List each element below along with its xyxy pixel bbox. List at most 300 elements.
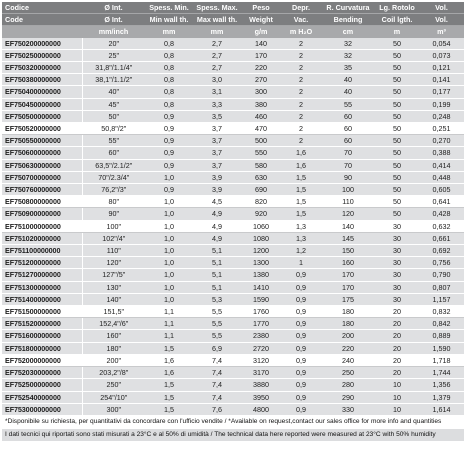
cell-volume: 1,614 <box>419 403 464 415</box>
cell-bending: 55 <box>321 98 375 110</box>
cell-min-wall: 0,9 <box>145 184 193 196</box>
cell-max-wall: 7,4 <box>193 379 241 391</box>
table-row <box>2 354 464 366</box>
cell-diameter: 152,4"/6" <box>82 318 145 330</box>
cell-diameter: 180" <box>82 342 145 354</box>
table-row <box>2 379 464 391</box>
cell-diameter: 31,8"/1.1/4" <box>82 62 145 74</box>
cell-vacuum: 1,5 <box>281 171 321 183</box>
cell-bending: 280 <box>321 379 375 391</box>
footnotes <box>2 416 464 441</box>
cell-coil-length: 50 <box>375 147 419 159</box>
cell-volume: 0,790 <box>419 269 464 281</box>
cell-min-wall: 1,0 <box>145 208 193 220</box>
cell-max-wall: 2,7 <box>193 62 241 74</box>
cell-vacuum: 1 <box>281 257 321 269</box>
cell-vacuum: 1,2 <box>281 245 321 257</box>
cell-coil-length: 30 <box>375 220 419 232</box>
cell-code: EF750700000000 <box>2 171 82 183</box>
cell-diameter: 100" <box>82 220 145 232</box>
table-row <box>2 342 464 354</box>
cell-bending: 175 <box>321 293 375 305</box>
table-row <box>2 147 464 159</box>
cell-volume: 0,448 <box>419 171 464 183</box>
col-header-code-it: Codice <box>2 2 82 14</box>
table-row <box>2 208 464 220</box>
cell-vacuum: 0,9 <box>281 391 321 403</box>
cell-max-wall: 2,7 <box>193 49 241 61</box>
header-row-units <box>2 26 464 38</box>
cell-bending: 70 <box>321 147 375 159</box>
unit-code <box>2 26 82 38</box>
cell-max-wall: 4,9 <box>193 232 241 244</box>
cell-code: EF750400000000 <box>2 86 82 98</box>
col-header-diameter-it: Ø Int. <box>82 2 145 14</box>
cell-max-wall: 3,9 <box>193 184 241 196</box>
cell-code: EF751020000000 <box>2 232 82 244</box>
cell-weight: 500 <box>241 135 281 147</box>
cell-max-wall: 4,5 <box>193 196 241 208</box>
cell-bending: 250 <box>321 367 375 379</box>
unit-min-wall: mm <box>145 26 193 38</box>
cell-vacuum: 0,9 <box>281 269 321 281</box>
cell-weight: 1380 <box>241 269 281 281</box>
cell-weight: 4800 <box>241 403 281 415</box>
cell-code: EF753000000000 <box>2 403 82 415</box>
cell-coil-length: 20 <box>375 318 419 330</box>
cell-diameter: 76,2"/3" <box>82 184 145 196</box>
cell-bending: 90 <box>321 171 375 183</box>
table-row <box>2 306 464 318</box>
cell-vacuum: 0,9 <box>281 354 321 366</box>
cell-diameter: 203,2"/8" <box>82 367 145 379</box>
cell-diameter: 20" <box>82 38 145 50</box>
table-row <box>2 293 464 305</box>
cell-vacuum: 2 <box>281 98 321 110</box>
cell-diameter: 60" <box>82 147 145 159</box>
cell-coil-length: 50 <box>375 98 419 110</box>
col-header-max-wall-en: Max wall th. <box>193 14 241 26</box>
cell-volume: 0,199 <box>419 98 464 110</box>
cell-max-wall: 3,7 <box>193 159 241 171</box>
cell-diameter: 63,5"/2.1/2" <box>82 159 145 171</box>
cell-max-wall: 5,1 <box>193 281 241 293</box>
conditions-note: I dati tecnici qui riportati sono stati misurati a 23°C e al 50% di umidità / The technical data here reported were measured at 23°C with 50% humidity <box>2 429 464 441</box>
table-row <box>2 220 464 232</box>
cell-min-wall: 1,0 <box>145 220 193 232</box>
cell-weight: 1760 <box>241 306 281 318</box>
cell-code: EF751600000000 <box>2 330 82 342</box>
table-row <box>2 123 464 135</box>
cell-code: EF750500000000 <box>2 110 82 122</box>
cell-bending: 40 <box>321 74 375 86</box>
cell-min-wall: 1,5 <box>145 342 193 354</box>
table-row <box>2 74 464 86</box>
col-header-volume-en: Vol. <box>419 14 464 26</box>
cell-coil-length: 30 <box>375 257 419 269</box>
cell-weight: 1770 <box>241 318 281 330</box>
table-row <box>2 403 464 415</box>
cell-coil-length: 30 <box>375 293 419 305</box>
table-row <box>2 135 464 147</box>
cell-code: EF750380000000 <box>2 74 82 86</box>
cell-min-wall: 1,0 <box>145 257 193 269</box>
cell-code: EF750520000000 <box>2 123 82 135</box>
cell-max-wall: 5,5 <box>193 306 241 318</box>
table-row <box>2 49 464 61</box>
cell-bending: 70 <box>321 159 375 171</box>
table-row <box>2 184 464 196</box>
unit-vacuum: m H₂O <box>281 26 321 38</box>
cell-max-wall: 6,9 <box>193 342 241 354</box>
table-row <box>2 367 464 379</box>
cell-code: EF750550000000 <box>2 135 82 147</box>
cell-weight: 1590 <box>241 293 281 305</box>
cell-bending: 32 <box>321 49 375 61</box>
cell-min-wall: 1,5 <box>145 379 193 391</box>
cell-coil-length: 50 <box>375 208 419 220</box>
cell-weight: 3170 <box>241 367 281 379</box>
cell-min-wall: 0,8 <box>145 49 193 61</box>
cell-min-wall: 0,8 <box>145 98 193 110</box>
cell-bending: 290 <box>321 391 375 403</box>
cell-coil-length: 50 <box>375 159 419 171</box>
cell-volume: 0,428 <box>419 208 464 220</box>
cell-bending: 40 <box>321 86 375 98</box>
cell-max-wall: 4,9 <box>193 208 241 220</box>
cell-code: EF751500000000 <box>2 306 82 318</box>
cell-max-wall: 5,1 <box>193 257 241 269</box>
cell-vacuum: 2 <box>281 74 321 86</box>
cell-weight: 220 <box>241 62 281 74</box>
cell-bending: 140 <box>321 220 375 232</box>
cell-vacuum: 1,6 <box>281 147 321 159</box>
cell-weight: 630 <box>241 171 281 183</box>
table-row <box>2 159 464 171</box>
cell-volume: 0,807 <box>419 281 464 293</box>
spec-table <box>2 2 464 416</box>
cell-min-wall: 1,5 <box>145 403 193 415</box>
cell-code: EF750200000000 <box>2 38 82 50</box>
cell-min-wall: 0,9 <box>145 159 193 171</box>
cell-weight: 170 <box>241 49 281 61</box>
cell-min-wall: 1,0 <box>145 232 193 244</box>
cell-coil-length: 50 <box>375 38 419 50</box>
col-header-vacuum-en: Vac. <box>281 14 321 26</box>
cell-code: EF750900000000 <box>2 208 82 220</box>
cell-weight: 1080 <box>241 232 281 244</box>
cell-bending: 160 <box>321 257 375 269</box>
cell-diameter: 151,5" <box>82 306 145 318</box>
cell-volume: 1,356 <box>419 379 464 391</box>
table-row <box>2 110 464 122</box>
cell-min-wall: 0,8 <box>145 74 193 86</box>
cell-diameter: 140" <box>82 293 145 305</box>
cell-diameter: 160" <box>82 330 145 342</box>
cell-coil-length: 10 <box>375 379 419 391</box>
cell-diameter: 250" <box>82 379 145 391</box>
cell-min-wall: 0,8 <box>145 62 193 74</box>
cell-bending: 330 <box>321 403 375 415</box>
cell-volume: 0,248 <box>419 110 464 122</box>
spec-sheet <box>2 2 464 441</box>
cell-code: EF751400000000 <box>2 293 82 305</box>
cell-vacuum: 0,9 <box>281 318 321 330</box>
cell-vacuum: 0,9 <box>281 306 321 318</box>
cell-vacuum: 2 <box>281 49 321 61</box>
cell-max-wall: 3,7 <box>193 147 241 159</box>
cell-min-wall: 1,0 <box>145 269 193 281</box>
cell-volume: 0,270 <box>419 135 464 147</box>
cell-weight: 3120 <box>241 354 281 366</box>
cell-vacuum: 1,3 <box>281 232 321 244</box>
cell-diameter: 50" <box>82 110 145 122</box>
cell-bending: 120 <box>321 208 375 220</box>
table-row <box>2 62 464 74</box>
table-body <box>2 38 464 416</box>
unit-coil: m <box>375 26 419 38</box>
cell-min-wall: 1,1 <box>145 318 193 330</box>
cell-vacuum: 2 <box>281 123 321 135</box>
col-header-coil-en: Coil lgth. <box>375 14 419 26</box>
cell-code: EF750800000000 <box>2 196 82 208</box>
cell-diameter: 110" <box>82 245 145 257</box>
cell-vacuum: 0,9 <box>281 293 321 305</box>
cell-coil-length: 50 <box>375 49 419 61</box>
table-row <box>2 245 464 257</box>
table-row <box>2 171 464 183</box>
cell-bending: 145 <box>321 232 375 244</box>
cell-vacuum: 2 <box>281 38 321 50</box>
cell-weight: 3950 <box>241 391 281 403</box>
cell-coil-length: 10 <box>375 391 419 403</box>
table-row <box>2 38 464 50</box>
cell-weight: 820 <box>241 196 281 208</box>
cell-min-wall: 1,0 <box>145 171 193 183</box>
cell-coil-length: 50 <box>375 62 419 74</box>
cell-coil-length: 50 <box>375 171 419 183</box>
cell-code: EF751270000000 <box>2 269 82 281</box>
table-row <box>2 86 464 98</box>
cell-code: EF750320000000 <box>2 62 82 74</box>
cell-vacuum: 0,9 <box>281 379 321 391</box>
cell-coil-length: 20 <box>375 306 419 318</box>
cell-bending: 60 <box>321 110 375 122</box>
col-header-bending-en: Bending <box>321 14 375 26</box>
cell-vacuum: 1,3 <box>281 220 321 232</box>
cell-max-wall: 3,7 <box>193 123 241 135</box>
cell-weight: 580 <box>241 159 281 171</box>
col-header-coil-it: Lg. Rotolo <box>375 2 419 14</box>
cell-min-wall: 1,6 <box>145 354 193 366</box>
cell-coil-length: 30 <box>375 232 419 244</box>
cell-diameter: 55" <box>82 135 145 147</box>
cell-vacuum: 2 <box>281 62 321 74</box>
cell-bending: 60 <box>321 123 375 135</box>
cell-min-wall: 1,1 <box>145 330 193 342</box>
cell-code: EF750250000000 <box>2 49 82 61</box>
col-header-diameter-en: Ø Int. <box>82 14 145 26</box>
cell-vacuum: 0,9 <box>281 403 321 415</box>
unit-volume: m³ <box>419 26 464 38</box>
cell-min-wall: 0,9 <box>145 123 193 135</box>
cell-code: EF751520000000 <box>2 318 82 330</box>
cell-weight: 270 <box>241 74 281 86</box>
table-row <box>2 391 464 403</box>
cell-bending: 100 <box>321 184 375 196</box>
cell-weight: 140 <box>241 38 281 50</box>
cell-coil-length: 50 <box>375 123 419 135</box>
cell-diameter: 120" <box>82 257 145 269</box>
cell-min-wall: 0,8 <box>145 86 193 98</box>
cell-bending: 170 <box>321 269 375 281</box>
cell-coil-length: 30 <box>375 269 419 281</box>
cell-diameter: 25" <box>82 49 145 61</box>
cell-volume: 0,661 <box>419 232 464 244</box>
cell-code: EF752000000000 <box>2 354 82 366</box>
cell-weight: 550 <box>241 147 281 159</box>
cell-max-wall: 5,5 <box>193 318 241 330</box>
cell-code: EF752540000000 <box>2 391 82 403</box>
cell-weight: 2720 <box>241 342 281 354</box>
cell-coil-length: 50 <box>375 196 419 208</box>
cell-diameter: 200" <box>82 354 145 366</box>
cell-diameter: 254"/10" <box>82 391 145 403</box>
cell-min-wall: 1,5 <box>145 391 193 403</box>
cell-volume: 1,590 <box>419 342 464 354</box>
cell-max-wall: 3,0 <box>193 74 241 86</box>
cell-coil-length: 20 <box>375 342 419 354</box>
cell-volume: 0,388 <box>419 147 464 159</box>
cell-max-wall: 5,1 <box>193 245 241 257</box>
cell-coil-length: 30 <box>375 245 419 257</box>
cell-coil-length: 20 <box>375 330 419 342</box>
cell-code: EF752030000000 <box>2 367 82 379</box>
col-header-weight-en: Weight <box>241 14 281 26</box>
cell-vacuum: 1,6 <box>281 159 321 171</box>
cell-min-wall: 0,9 <box>145 135 193 147</box>
cell-volume: 0,692 <box>419 245 464 257</box>
cell-volume: 0,054 <box>419 38 464 50</box>
cell-weight: 470 <box>241 123 281 135</box>
cell-weight: 1200 <box>241 245 281 257</box>
cell-weight: 2380 <box>241 330 281 342</box>
table-row <box>2 281 464 293</box>
cell-coil-length: 30 <box>375 281 419 293</box>
cell-min-wall: 1,6 <box>145 367 193 379</box>
cell-min-wall: 1,1 <box>145 306 193 318</box>
cell-max-wall: 3,3 <box>193 98 241 110</box>
cell-volume: 0,756 <box>419 257 464 269</box>
col-header-min-wall-it: Spess. Min. <box>145 2 193 14</box>
unit-diameter: mm/inch <box>82 26 145 38</box>
cell-volume: 0,251 <box>419 123 464 135</box>
cell-diameter: 130" <box>82 281 145 293</box>
cell-min-wall: 1,0 <box>145 293 193 305</box>
cell-volume: 1,157 <box>419 293 464 305</box>
table-row <box>2 98 464 110</box>
cell-code: EF751200000000 <box>2 257 82 269</box>
cell-vacuum: 2 <box>281 110 321 122</box>
unit-weight: g/m <box>241 26 281 38</box>
col-header-min-wall-en: Min wall th. <box>145 14 193 26</box>
cell-max-wall: 7,4 <box>193 367 241 379</box>
cell-max-wall: 3,5 <box>193 110 241 122</box>
cell-max-wall: 5,1 <box>193 269 241 281</box>
cell-bending: 200 <box>321 330 375 342</box>
cell-volume: 0,889 <box>419 330 464 342</box>
header-row-english <box>2 14 464 26</box>
cell-bending: 60 <box>321 135 375 147</box>
unit-max-wall: mm <box>193 26 241 38</box>
cell-code: EF752500000000 <box>2 379 82 391</box>
cell-diameter: 102"/4" <box>82 232 145 244</box>
cell-max-wall: 5,3 <box>193 293 241 305</box>
col-header-weight-it: Peso <box>241 2 281 14</box>
cell-coil-length: 50 <box>375 110 419 122</box>
cell-bending: 180 <box>321 306 375 318</box>
cell-vacuum: 0,9 <box>281 330 321 342</box>
cell-diameter: 300" <box>82 403 145 415</box>
cell-vacuum: 2 <box>281 135 321 147</box>
table-row <box>2 330 464 342</box>
cell-volume: 0,641 <box>419 196 464 208</box>
cell-bending: 35 <box>321 62 375 74</box>
col-header-volume-it: Vol. <box>419 2 464 14</box>
cell-vacuum: 1,5 <box>281 196 321 208</box>
cell-min-wall: 1,0 <box>145 196 193 208</box>
cell-diameter: 50,8"/2" <box>82 123 145 135</box>
cell-volume: 0,121 <box>419 62 464 74</box>
cell-code: EF751000000000 <box>2 220 82 232</box>
cell-diameter: 90" <box>82 208 145 220</box>
cell-min-wall: 0,8 <box>145 38 193 50</box>
cell-weight: 300 <box>241 86 281 98</box>
cell-bending: 110 <box>321 196 375 208</box>
cell-volume: 0,832 <box>419 306 464 318</box>
cell-diameter: 80" <box>82 196 145 208</box>
cell-min-wall: 0,9 <box>145 110 193 122</box>
cell-weight: 690 <box>241 184 281 196</box>
cell-max-wall: 3,7 <box>193 135 241 147</box>
cell-max-wall: 2,7 <box>193 38 241 50</box>
cell-coil-length: 10 <box>375 403 419 415</box>
availability-note: *Disponibile su richiesta, per quantitativi da concordare con l'ufficio vendite / *Available on request,contact our sales office for more info and quantities <box>2 416 464 428</box>
cell-code: EF751800000000 <box>2 342 82 354</box>
table-row <box>2 257 464 269</box>
cell-code: EF750600000000 <box>2 147 82 159</box>
cell-max-wall: 3,1 <box>193 86 241 98</box>
cell-min-wall: 0,9 <box>145 147 193 159</box>
unit-bending: cm <box>321 26 375 38</box>
cell-diameter: 38,1"/1.1/2" <box>82 74 145 86</box>
cell-diameter: 40" <box>82 86 145 98</box>
cell-volume: 1,718 <box>419 354 464 366</box>
table-row <box>2 318 464 330</box>
cell-diameter: 127"/5" <box>82 269 145 281</box>
cell-vacuum: 2 <box>281 86 321 98</box>
cell-code: EF751100000000 <box>2 245 82 257</box>
cell-diameter: 70"/2.3/4" <box>82 171 145 183</box>
cell-vacuum: 1,5 <box>281 208 321 220</box>
col-header-code-en: Code <box>2 14 82 26</box>
cell-weight: 920 <box>241 208 281 220</box>
cell-vacuum: 0,9 <box>281 342 321 354</box>
cell-volume: 1,744 <box>419 367 464 379</box>
cell-bending: 150 <box>321 245 375 257</box>
cell-coil-length: 50 <box>375 74 419 86</box>
cell-weight: 380 <box>241 98 281 110</box>
